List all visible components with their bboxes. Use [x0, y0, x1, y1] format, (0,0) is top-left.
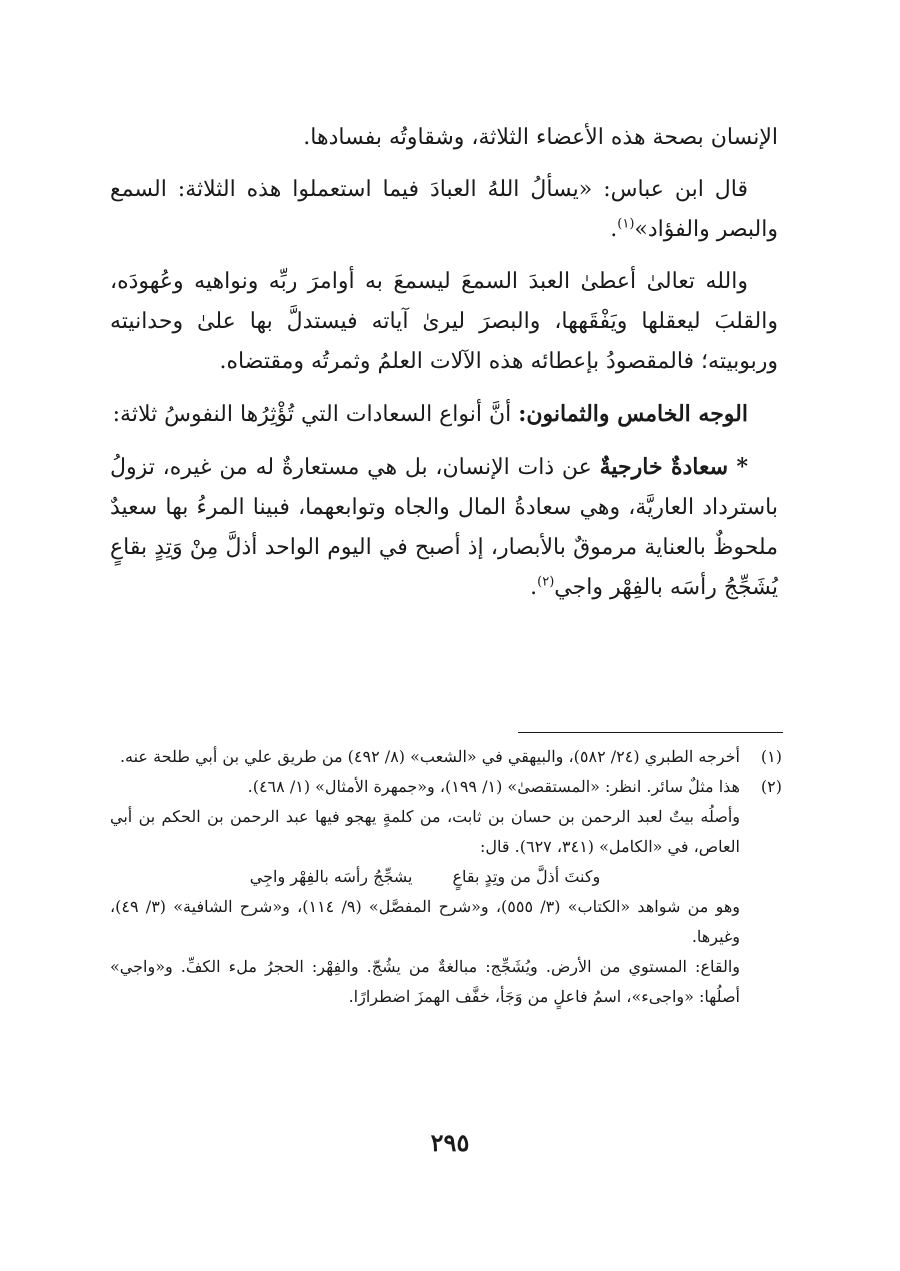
- footnote-1: [110, 742, 782, 772]
- footnote-ref-1[interactable]: (١): [617, 216, 635, 232]
- verse-second-hemistich: يشجِّجُ رأسَه بالفِهْر واجِي: [249, 867, 413, 886]
- footnote-ref-2[interactable]: (٢): [537, 574, 555, 590]
- main-text: [110, 118, 778, 620]
- paragraph-1: [110, 118, 778, 158]
- paragraph-4-text: أنَّ أنواع السعادات التي تُؤْثِرُها النفوسُ ثلاثة:: [112, 402, 519, 427]
- paragraph-5-end: .: [530, 575, 538, 600]
- paragraph-1-text: الإنسان بصحة هذه الأعضاء الثلاثة، وشقاوتُه بفسادها.: [303, 125, 778, 150]
- paragraph-2-text: قال ابن عباس: «يسألُ اللهُ العبادَ فيما استعملوا هذه الثلاثة: السمع والبصر والفؤاد»: [110, 177, 778, 242]
- paragraph-2-end: .: [610, 217, 618, 242]
- footnotes: [110, 742, 782, 1012]
- footnote-separator: [518, 732, 783, 733]
- paragraph-3-text: والله تعالىٰ أعطىٰ العبدَ السمعَ ليسمعَ به أوامرَ ربِّه ونواهيه وعُهودَه، والقلبَ ليعقلها ويَفْقَهها، والبصرَ ليرىٰ آياته فيستدلَّ بها علىٰ وحدانيته وربوبيته؛ فالمقصودُ بإعطائه هذه الآلات العلمُ وثمرتُه ومقتضاه.: [110, 269, 778, 374]
- paragraph-3: [110, 262, 778, 382]
- section-heading: الوجه الخامس والثمانون:: [518, 401, 748, 427]
- footnote-2: [110, 772, 782, 1012]
- footnote-2-line-d: والقاع: المستوي من الأرض. ويُشَجِّج: مبالغةٌ من يشُجّ. والفِهْر: الحجرُ ملء الكفِّ. و«واجي» أصلُها: «واجىء»، اسمُ فاعلٍ من وَجَأ، خفَّف الهمزَ اضطرارًا.: [110, 957, 740, 1006]
- poetry-verse: [110, 862, 740, 892]
- footnote-2-line-c: وهو من شواهد «الكتاب» (٣/ ٥٥٥)، و«شرح المفصَّل» (٩/ ١١٤)، و«شرح الشافية» (٣/ ٤٩)، وغيرها.: [110, 897, 740, 946]
- footnote-1-text: أخرجه الطبري (٢٤/ ٥٨٢)، والبيهقي في «الشعب» (٨/ ٤٩٢) من طريق علي بن أبي طلحة عنه.: [119, 747, 740, 766]
- footnote-1-number: (١): [760, 747, 782, 766]
- footnote-2-line-a: هذا مثلٌ سائر. انظر: «المستقصىٰ» (١/ ١٩٩)، و«جمهرة الأمثال» (١/ ٤٦٨).: [247, 777, 740, 796]
- verse-first-hemistich: وكنتَ أذلَّ من وتِدٍ بقاعٍ: [452, 867, 601, 886]
- page-number: ٢٩٥: [430, 1128, 470, 1157]
- paragraph-2: [110, 170, 778, 250]
- footnote-2-line-b: وأصلُه بيتٌ لعبد الرحمن بن حسان بن ثابت، من كلمةٍ يهجو فيها عبد الرحمن بن الحكم بن أبي العاص، في «الكامل» (٣٤١، ٦٢٧). قال:: [110, 807, 740, 856]
- paragraph-5-text: عن ذات الإنسان، بل هي مستعارةٌ له من غيره، تزولُ باسترداد العاريَّة، وهي سعادةُ المال والجاه وتوابعهما، فبينا المرءُ بها سعيدٌ ملحوظٌ بالعناية مرموقٌ بالأبصار، إذ أصبح في اليوم الواحد أذلَّ مِنْ وَتِدٍ بقاعٍ يُشَجِّجُ رأسَه بالفِهْر واجي: [110, 455, 778, 600]
- footnote-2-number: (٢): [760, 777, 782, 796]
- paragraph-5-lead: سعادةٌ خارجيةٌ: [599, 454, 729, 480]
- bullet-star: *: [728, 454, 748, 480]
- paragraph-5: [110, 447, 778, 608]
- paragraph-4: [110, 394, 778, 435]
